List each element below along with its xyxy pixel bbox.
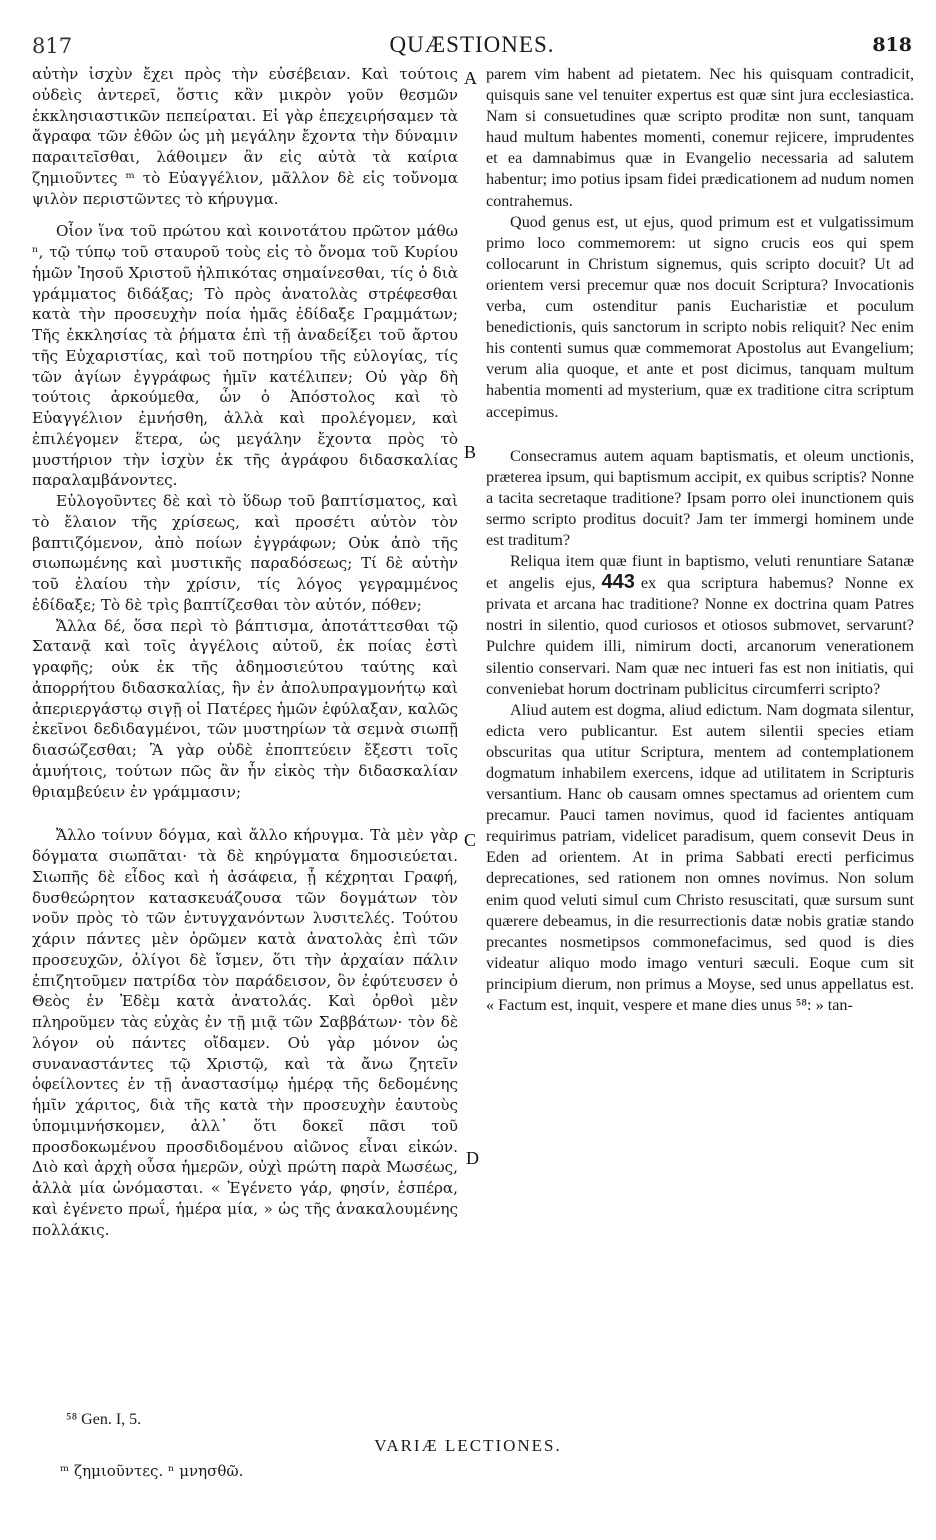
- running-title: QUÆSTIONES.: [389, 32, 555, 57]
- greek-column: [32, 64, 458, 1240]
- greek-paragraph-2: Οἷον ἵνα τοῦ πρώτου καὶ κοινοτάτου πρῶτον μάθω ⁿ, τῷ τύπῳ τοῦ σταυροῦ τοὺς εἰς τὸ ὄνομα τοῦ Κυρίου ἡμῶν Ἰησοῦ Χριστοῦ ἠλπικότας σημαίνεσθαι, τίς ὁ διὰ γράμματος διδάξας; Τὸ πρὸς ἀνατολὰς στρέφεσθαι κατὰ τὴν προσευχὴν ποία ἡμᾶς ἐδίδαξε Γραμμάτων; Τῆς ἐκκλησίας τὰ ῥήματα ἐπὶ τῇ ἀναδείξει τοῦ ἄρτου τῆς Εὐχαριστίας, καὶ τοῦ ποτηρίου τῆς εὐλογίας, τίς τῶν ἁγίων ἐγγράφως ἡμῖν κατέλιπεν; Οὐ γὰρ δὴ τούτοις ἀρκούμεθα, ὧν ὁ Ἀπόστολος καὶ τὸ Εὐαγγέλιον ἐμνήσθη, ἀλλὰ καὶ προλέγομεν, καὶ ἐπιλέγομεν ἕτερα, ὡς μεγάλην ἔχοντα πρὸς τὸ μυστήριον τὴν ἰσχὺν ἐκ τῆς ἀγράφου διδασκαλίας παραλαμβάνοντες.: [32, 222, 458, 490]
- variae-lectiones-title: VARIÆ LECTIONES.: [374, 1436, 562, 1455]
- greek-paragraph-3: Εὐλογοῦντες δὲ καὶ τὸ ὕδωρ τοῦ βαπτίσματος, καὶ τὸ ἔλαιον τῆς χρίσεως, καὶ προσέτι αὐτὸν τὸν βαπτιζόμενον, ἀπὸ ποίων ἐγγράφων; Οὐκ ἀπὸ τῆς σιωπωμένης καὶ μυστικῆς παραδόσεως; Τί δὲ αὐτὴν τοῦ ἐλαίου τὴν χρίσιν, τίς λόγος γεγραμμένος ἐδίδαξε; Τὸ δὲ τρὶς βαπτίζεσθαι τὸν αὐτόν, πόθεν;: [32, 492, 458, 614]
- section-marker-b: B: [464, 442, 477, 462]
- latin-paragraph-4-start: Reliqua item quæ fiunt in baptismo, veluti renuntiare Satanæ et angelis ejus,: [486, 552, 914, 593]
- column-number: 443: [601, 571, 635, 594]
- variae-lectiones-text: ᵐ ζημιοῦντες. ⁿ μνησθῶ.: [60, 1462, 244, 1480]
- latin-paragraph-2: Quod genus est, ut ejus, quod primum est et vulgatissimum primo loco commemorem: ut signo crucis eos qui spem collocarunt in Christum signemus, quis scripto docuit? Ut ad orientem versi precemur quæ nos docuit Scriptura? Invocationis verba, cum ostenditur panis Eucharistiæ et poculum benedictionis, quis sanctorum in scripto nobis reliquit? Nec enim his contenti sumus quæ commemorat Apostolus aut Evangelium; verum alia quoque, et ante et post dicimus, tanquam multum habentia momenti ad mysterium, quæ ex traditione citra scriptum accepimus.: [486, 212, 914, 421]
- greek-paragraph-5: Ἄλλο τοίνυν δόγμα, καὶ ἄλλο κήρυγμα. Τὰ μὲν γὰρ δόγματα σιωπᾶται· τὰ δὲ κηρύγματα δημοσιεύεται. Σιωπῆς δὲ εἶδος καὶ ἡ ἀσάφεια, ᾗ κέχρηται Γραφή, δυσθεώρητον κατασκευάζουσα τῶν δογμάτων τὸν νοῦν πρὸς τὸ τῶν ἐντυγχανόντων λυσιτελές. Τούτου χάριν πάντες μὲν ὁρῶμεν κατὰ ἀνατολὰς ἐπὶ τῶν προσευχῶν, ὀλίγοι δὲ ἴσμεν, ὅτι τὴν ἀρχαίαν πάλιν ἐπιζητοῦμεν πατρίδα τὸν παράδεισον, ὃν ἐφύτευσεν ὁ Θεὸς ἐν Ἐδὲμ κατὰ ἀνατολάς. Καὶ ὀρθοὶ μὲν πληροῦμεν τὰς εὐχὰς ἐν τῇ μιᾷ τῶν Σαββάτων· τὸν δὲ λόγον οὐ πάντες οἴδαμεν. Οὐ γὰρ μόνον ὡς συναναστάντες τῷ Χριστῷ, καὶ τὰ ἄνω ζητεῖν ὀφείλοντες ἐν τῇ ἀναστασίμῳ ἡμέρᾳ τῆς δεδομένης ἡμῖν χάριτος, διὰ τῆς κατὰ τὴν προσευχὴν ἑαυτοὺς ὑπομιμνήσκομεν, ἀλλ᾽ ὅτι δοκεῖ πᾶσι τοῦ προσδοκωμένου προσδιδομένου αἰῶνος εἶναι εἰκών. Διὸ καὶ ἀρχὴ οὖσα ἡμερῶν, οὐχὶ πρώτη παρὰ Μωσέως, ἀλλὰ μία ὠνόμασται. « Ἐγένετο γάρ, φησίν, ἑσπέρα, καὶ ἐγένετο πρωΐ, ἡμέρα μία, » ὡς τῆς ἀνακαλουμένης πολλάκις.: [32, 826, 458, 1239]
- footnote: ⁵⁸ Gen. I, 5.: [66, 1411, 142, 1428]
- page-number-right: 818: [872, 34, 912, 56]
- greek-paragraph-1: αὐτὴν ἰσχὺν ἔχει πρὸς τὴν εὐσέβειαν. Καὶ τούτοις οὐδεὶς ἀντερεῖ, ὅστις κἂν μικρὸν γοῦν θεσμῶν ἐκκλησιαστικῶν πεπείραται. Εἰ γὰρ ἐπεχειρήσαμεν τὰ ἄγραφα τῶν ἐθῶν ὡς μὴ μεγάλην ἔχοντα τὴν δύναμιν παραιτεῖσθαι, λάθοιμεν ἂν εἰς αὐτὰ τὰ καίρια ζημιοῦντες ᵐ τὸ Εὐαγγέλιον, μᾶλλον δὲ εἰς τοὔνομα ψιλὸν περιστῶντες τὸ κήρυγμα.: [32, 65, 458, 208]
- page-number-left: 817: [32, 34, 73, 58]
- latin-paragraph-4-end: ex qua scriptura habemus? Nonne ex privata et arcana hac traditione? Nonne ex doctrina quam Patres nostri in silentio, quod curiosos et otiosos submovet, servarunt? Pulchre quidem illi, nimirum docti, arcanorum venerationem silentio conservari. Nam quæ nec intueri fas est non initiatis, qui conveniebat horum doctrinam publicitus circumferri scripto?: [486, 574, 915, 698]
- latin-paragraph-3: Consecramus autem aquam baptismatis, et oleum unctionis, præterea ipsum, qui baptismum accipit, ex quibus scriptis? Nonne a tacita secretaque traditione? Ipsam porro olei inunctionem quis sermo scripto proditus docuit? Jam ter immergi hominem unde est traditum?: [486, 446, 914, 549]
- latin-paragraph-4: [486, 551, 914, 700]
- greek-paragraph-4: Ἄλλα δέ, ὅσα περὶ τὸ βάπτισμα, ἀποτάττεσθαι τῷ Σατανᾷ καὶ τοῖς ἀγγέλοις αὐτοῦ, ἐκ ποίας ἐστὶ γραφῆς; οὐκ ἐκ τῆς ἀδημοσιεύτου ταύτης καὶ ἀπορρήτου διδασκαλίας, ἣν ἐν ἀπολυπραγμονήτῳ καὶ ἀπεριεργάστῳ σιγῇ οἱ Πατέρες ἡμῶν ἐφύλαξαν, καλῶς ἐκεῖνοι δεδιδαγμένοι, τῶν μυστηρίων τὰ σεμνὰ σιωπῇ διασώζεσθαι; Ἃ γὰρ οὐδὲ ἐποπτεύειν ἔξεστι τοῖς ἀμυήτοις, τούτων πῶς ἂν ἦν εἰκὸς τὴν διδασκαλίαν θριαμβεύειν ἐν γράμμασιν;: [32, 616, 458, 801]
- section-marker-c: C: [464, 830, 477, 850]
- latin-paragraph-1: parem vim habent ad pietatem. Nec his quisquam contradicit, quisquis sane vel tenuiter expertus est quæ sint jura ecclesiastica. Nam si consuetudines quæ scripto proditæ non sunt, tanquam haud multum habentes momenti, conemur rejicere, imprudentes et ea damnabimus quæ in Evangelio necessaria ad salutem habentur; imo potius ipsam fidei prædicationem ad nudum nomen contrahemus.: [486, 65, 914, 210]
- latin-paragraph-5: Aliud autem est dogma, aliud edictum. Nam dogmata silentur, edicta vero publicantur. Est autem silentii species etiam obscuritas qua utitur Scriptura, mentem ad contemplationem dogmatum inhabilem exercens, idque ad utilitatem in Scripturis versantium. Hanc ob causam omnes spectamus ad orientem cum precamur. Pauci tamen novimus, quod id facientes antiquam requirimus patriam, videlicet paradisum, quem consevit Deus in Eden ad orientem. At in prima Sabbati erecti perficimus deprecationes, sed rationem non omnes novimus. Non solum enim quod veluti simul cum Christo resuscitati, quæ sursum sunt quærere debeamus, in die resurrectionis datæ nobis gratiæ stando precantes nosmetipsos commonefacimus, sed quod is dies videatur aliquo modo imago venturi sæculi. Eoque cum sit principium dierum, non primus a Moyse, sed unus appellatus est. « Factum est, inquit, vespere et mane dies unus ⁵⁸: » tan-: [486, 700, 914, 1015]
- section-marker-d: D: [466, 1148, 479, 1168]
- latin-column: [486, 64, 914, 1016]
- page-header: [32, 30, 912, 64]
- section-marker-a: A: [464, 68, 477, 88]
